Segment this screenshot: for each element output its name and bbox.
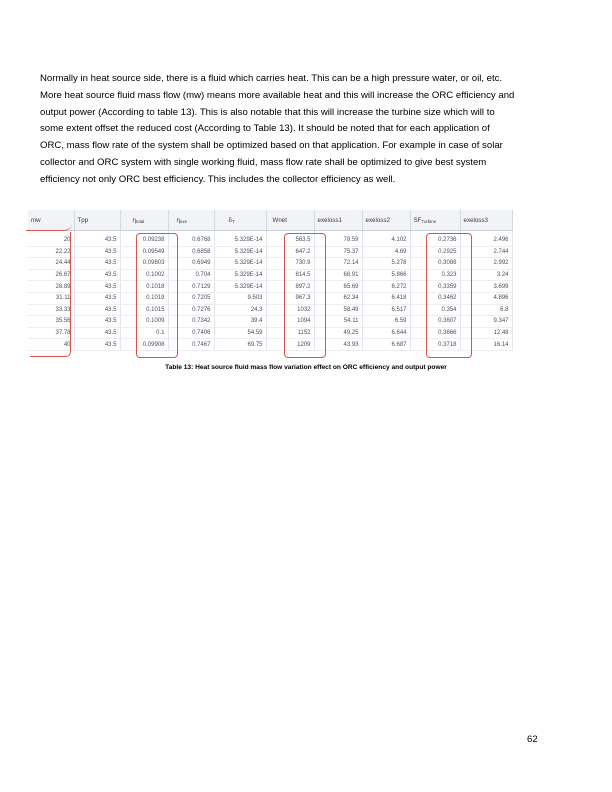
table-cell: 0.7205 [168,292,214,304]
table-cell: 43.5 [74,281,120,293]
table-cell: 49.25 [314,327,362,339]
table-cell: 0.1009 [120,316,168,328]
table-cell: 5.329E-14 [214,269,266,281]
table-cell: 43.5 [74,304,120,316]
table-cell: 43.5 [74,327,120,339]
table-cell: 5.278 [362,258,410,270]
column-header: $\delta_T$ [214,210,266,231]
column-header: $\eta_{exe}$ [168,210,214,231]
table-cell: 0.3462 [410,292,460,304]
table-cell: 9.347 [460,316,512,328]
table-row [28,292,512,304]
table-cell: 0.3718 [410,339,460,351]
table-cell: 2.744 [460,246,512,258]
table-cell: 75.37 [314,246,362,258]
paragraph-line: collector and ORC system with single working fluid, mass flow rate shall be optimized to give best system [40,156,487,168]
table-cell: 0.1018 [120,281,168,293]
results-table-image [28,210,512,358]
column-header: $\eta_{total}$ [120,210,168,231]
paragraph-line: Normally in heat source side, there is a fluid which carries heat. This can be a high pressure water, or oil, etc. [40,73,503,84]
table-cell: 54.59 [214,327,266,339]
body-paragraph [40,71,570,189]
table-cell: 897.2 [266,281,314,293]
table-row [28,339,512,351]
table-cell: 43.5 [74,258,120,270]
page-number: 62 [527,734,538,745]
table-cell: 43.5 [74,246,120,258]
table-cell: 0.6768 [168,231,214,247]
table-cell: 6.687 [362,339,410,351]
table-cell: 0.1 [120,327,168,339]
table-cell: 16.14 [460,339,512,351]
column-header: mw [28,210,74,231]
table-cell: 0.354 [410,304,460,316]
table-cell: 43.5 [74,292,120,304]
column-header: exeloss3 [460,210,512,231]
table-cell: 0.09549 [120,246,168,258]
table-cell: 0.09908 [120,339,168,351]
table-cell: 0.3359 [410,281,460,293]
table-cell: 33.33 [28,304,74,316]
table-cell: 4.102 [362,231,410,247]
column-header: exeloss1 [314,210,362,231]
table-cell: 6.8 [460,304,512,316]
column-header: Wnet [266,210,314,231]
table-cell: 5.329E-14 [214,231,266,247]
table-cell: 0.7406 [168,327,214,339]
table-cell: 22.22 [28,246,74,258]
table-cell: 0.2925 [410,246,460,258]
table-cell: 5.329E-14 [214,246,266,258]
table-cell: 20 [28,231,74,247]
table-cell: 24.3 [214,304,266,316]
table-cell: 3.699 [460,281,512,293]
table-cell: 0.7342 [168,316,214,328]
table-cell: 43.5 [74,339,120,351]
column-header: Tpp [74,210,120,231]
table-row [28,231,512,247]
table-cell: 1209 [266,339,314,351]
table-cell: 40 [28,339,74,351]
table-cell: 9.503 [214,292,266,304]
table-cell: 730.9 [266,258,314,270]
table-cell: 0.1002 [120,269,168,281]
table-cell: 39.4 [214,316,266,328]
table-cell: 5.329E-14 [214,258,266,270]
table-row [28,327,512,339]
table-cell: 24.44 [28,258,74,270]
table-row [28,258,512,270]
table-cell: 6.644 [362,327,410,339]
table-cell: 43.93 [314,339,362,351]
table-cell: 0.6858 [168,246,214,258]
table-cell: 43.5 [74,231,120,247]
table-cell: 1032 [266,304,314,316]
table-header-row [28,210,512,231]
table-row [28,269,512,281]
table-cell: 31.11 [28,292,74,304]
table-cell: 0.09238 [120,231,168,247]
paragraph-line: More heat source fluid mass flow (mw) means more available heat and this will increase the ORC efficiency and [40,89,515,101]
table-cell: 28.89 [28,281,74,293]
table-cell: 3.24 [460,269,512,281]
table-cell: 0.704 [168,269,214,281]
table-cell: 4.896 [460,292,512,304]
table-cell: 5.866 [362,269,410,281]
paragraph-line: ORC, mass flow rate of the system shall be optimized based on that application. For example in case of solar [40,140,503,152]
table-cell: 69.75 [214,339,266,351]
table-cell: 58.49 [314,304,362,316]
table-cell: 0.7467 [168,339,214,351]
table-cell: 43.5 [74,316,120,328]
table-cell: 1094 [266,316,314,328]
table-cell: 0.6949 [168,258,214,270]
table-row [28,281,512,293]
table-cell: 967.3 [266,292,314,304]
table-cell: 0.09803 [120,258,168,270]
table-cell: 0.323 [410,269,460,281]
table-cell: 2.496 [460,231,512,247]
table-cell: 5.329E-14 [214,281,266,293]
table-cell: 4.69 [362,246,410,258]
results-table [28,210,513,351]
table-cell: 68.91 [314,269,362,281]
table-cell: 6.517 [362,304,410,316]
table-row [28,304,512,316]
table-row [28,316,512,328]
table-cell: 0.7276 [168,304,214,316]
table-cell: 12.48 [460,327,512,339]
table-cell: 54.11 [314,316,362,328]
table-cell: 35.56 [28,316,74,328]
table-cell: 0.2736 [410,231,460,247]
table-cell: 78.59 [314,231,362,247]
table-cell: 65.69 [314,281,362,293]
paragraph-line: some extent offset the reduced cost (According to Table 13). It should be noted that for each application of [40,123,490,135]
paragraph-line: efficiency not only ORC best efficiency. This includes the collector efficiency as well. [40,173,396,185]
table-cell: 6.272 [362,281,410,293]
table-cell: 1152 [266,327,314,339]
table-row [28,246,512,258]
table-cell: 563.5 [266,231,314,247]
table-cell: 6.418 [362,292,410,304]
table-cell: 0.7129 [168,281,214,293]
table-cell: 26.67 [28,269,74,281]
table-cell: 37.78 [28,327,74,339]
paragraph-line: output power (According to table 13). This is also notable that this will increase the turbine size which will to [40,106,495,118]
table-cell: 62.34 [314,292,362,304]
table-cell: 0.1015 [120,304,168,316]
table-cell: 0.3607 [410,316,460,328]
table-cell: 814.5 [266,269,314,281]
column-header: $SF_{Turbine}$ [410,210,460,231]
table-cell: 43.5 [74,269,120,281]
table-cell: 647.2 [266,246,314,258]
table-cell: 0.3666 [410,327,460,339]
table-cell: 0.3088 [410,258,460,270]
table-cell: 72.14 [314,258,362,270]
column-header: exeloss2 [362,210,410,231]
table-cell: 0.1019 [120,292,168,304]
table-cell: 2.992 [460,258,512,270]
table-caption: Table 13: Heat source fluid mass flow variation effect on ORC efficiency and output power [165,364,447,371]
table-cell: 6.59 [362,316,410,328]
